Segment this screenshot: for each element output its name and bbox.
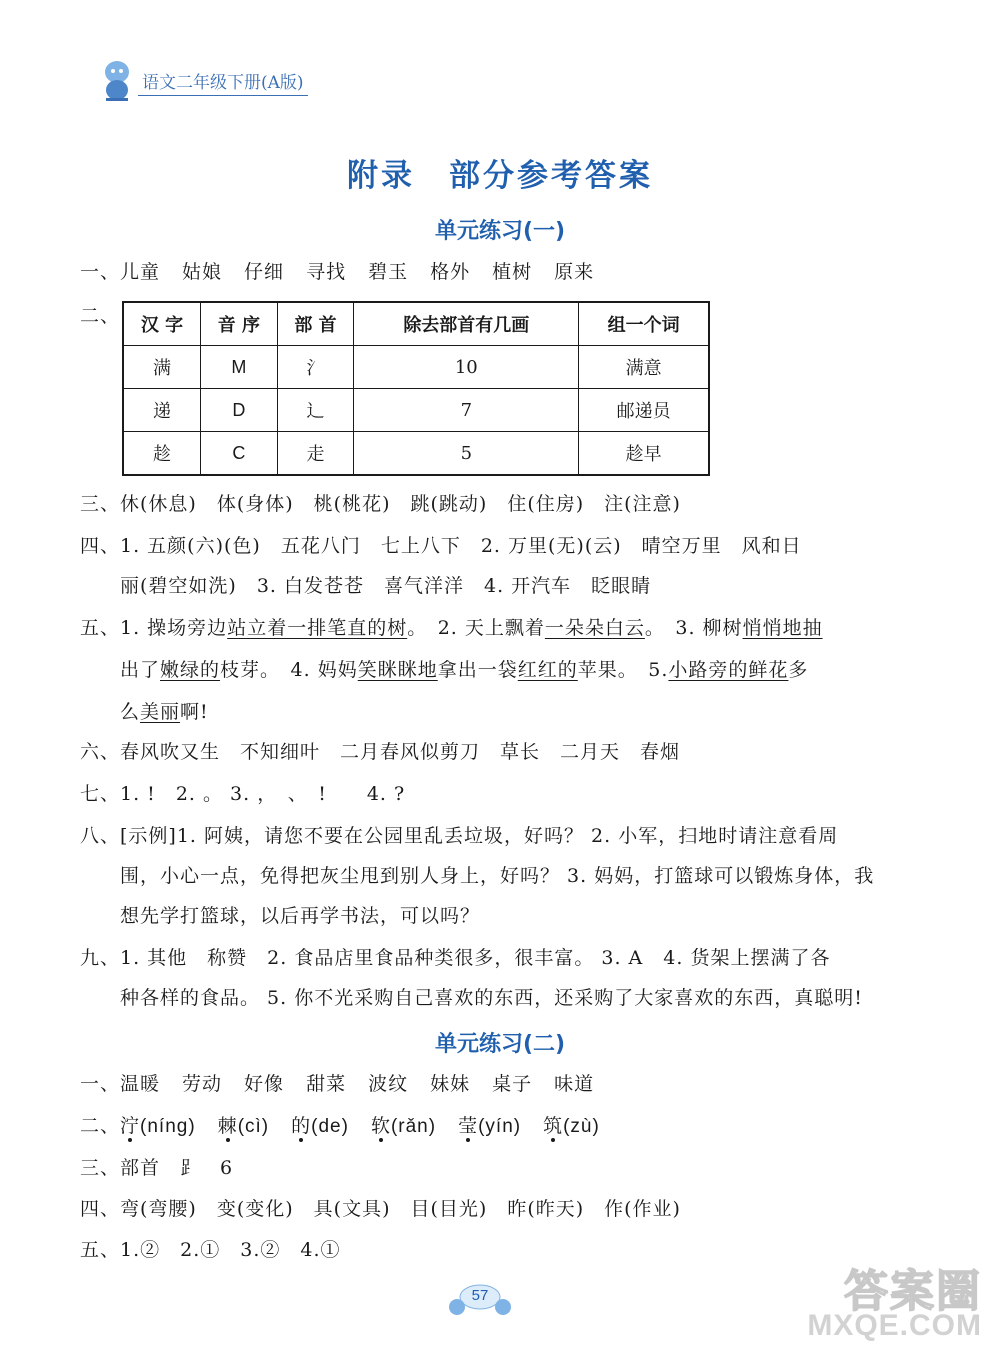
- answer-word: 碧玉: [368, 261, 409, 283]
- unit1-q1: [80, 258, 880, 286]
- table-row: [123, 389, 709, 432]
- dotted-char: 莹: [458, 1115, 479, 1137]
- table-cell: 满意: [579, 346, 709, 389]
- table-cell: 10: [354, 346, 579, 389]
- character-table: [122, 301, 710, 476]
- answer-text: 1. 五颜(六)(色) 五花八门 七上八下 2. 万里(无)(云) 晴空万里 风和日: [120, 535, 802, 557]
- unit1-q3: [80, 490, 880, 518]
- table-cell: 辶: [277, 389, 354, 432]
- table-cell: 递: [123, 389, 201, 432]
- table-row: [123, 432, 709, 476]
- unit1-q2-number: 二、: [80, 305, 121, 327]
- unit1-q8-line3: 想先学打篮球，以后再学书法，可以吗？: [120, 905, 481, 927]
- page-title: 附录 部分参考答案: [347, 158, 653, 194]
- pinyin: (de): [311, 1116, 349, 1137]
- question-number: 三、: [80, 493, 121, 515]
- question-number: 八、: [80, 825, 121, 847]
- question-number: 六、: [80, 741, 121, 763]
- header-book-title: 语文二年级下册(A版): [138, 68, 308, 96]
- unit1-q9-line1: [80, 944, 880, 972]
- answer-text: 么: [120, 701, 141, 723]
- question-number: 四、: [80, 535, 121, 557]
- watermark-top: 答案圈: [844, 1266, 982, 1317]
- dotted-char: 软: [370, 1115, 391, 1137]
- page-number-badge: [445, 1283, 515, 1317]
- answer-text: 拿出一袋: [437, 659, 518, 681]
- answer-text: 部首 ⻊ 6: [120, 1157, 234, 1179]
- question-number: 九、: [80, 947, 121, 969]
- pinyin: (cì): [237, 1116, 270, 1137]
- underlined-text: 嫩绿的: [160, 659, 221, 681]
- unit1-q9-line2: 种各样的食品。 5. 你不光采购自己喜欢的东西，还采购了大家喜欢的东西，真聪明!: [120, 987, 863, 1009]
- unit1-q4-line2: 丽(碧空如洗) 3. 白发苍苍 喜气洋洋 4. 开汽车 眨眼睛: [120, 575, 652, 597]
- answer-word: 仔细: [244, 261, 285, 283]
- table-header: 音 序: [201, 302, 278, 346]
- watermark-bottom: MXQE.COM: [807, 1309, 982, 1342]
- pinyin: (zù): [563, 1116, 600, 1137]
- dotted-char: 泞: [120, 1115, 141, 1137]
- dotted-char: 筑: [543, 1115, 564, 1137]
- underlined-text: 一朵朵白云: [544, 617, 645, 639]
- dotted-char: 的: [291, 1115, 312, 1137]
- answer-word: 温暖: [120, 1073, 161, 1095]
- question-number: 五、: [80, 1239, 121, 1261]
- question-number: 二、: [80, 1115, 121, 1137]
- table-cell: D: [201, 389, 278, 432]
- answer-text: 春风吹又生 不知细叶 二月春风似剪刀 草长 二月天 春烟: [120, 741, 681, 763]
- answer-text: 。 2. 天上飘着: [407, 617, 545, 639]
- table-header-row: [123, 302, 709, 346]
- pinyin: (rǎn): [390, 1116, 437, 1137]
- answer-word: 格外: [430, 261, 471, 283]
- unit1-q8-line1: [80, 822, 880, 850]
- underlined-text: 站立着一排笔直的树: [227, 617, 408, 639]
- table-cell: 邮递员: [579, 389, 709, 432]
- page-number: 57: [471, 1287, 489, 1304]
- question-number: 七、: [80, 783, 121, 805]
- underlined-text: 悄悄地抽: [742, 617, 823, 639]
- answer-word: 桌子: [492, 1073, 533, 1095]
- table-header: 部 首: [277, 302, 354, 346]
- unit1-q5-line3: [120, 698, 920, 726]
- table-cell: M: [201, 346, 278, 389]
- unit1-q5-line1: [80, 614, 880, 642]
- running-header: [100, 58, 330, 104]
- answer-text: 1. 其他 称赞 2. 食品店里食品种类很多，很丰富。 3. A 4. 货架上摆满了各: [120, 947, 831, 969]
- answer-word: 植树: [492, 261, 533, 283]
- unit1-q7: [80, 780, 880, 808]
- table-cell: 氵: [277, 346, 354, 389]
- table-cell: 5: [354, 432, 579, 476]
- answer-text: 弯(弯腰) 变(变化) 具(文具) 目(目光) 昨(昨天) 作(作业): [120, 1198, 681, 1220]
- unit2-q3: [80, 1154, 880, 1182]
- mascot-icon: [100, 58, 134, 102]
- unit1-q8-line2: 围，小心一点，免得把灰尘甩到别人身上，好吗？ 3. 妈妈，打篮球可以锻炼身体，我: [120, 865, 875, 887]
- answer-word: 寻找: [306, 261, 347, 283]
- answer-word: 儿童: [120, 261, 161, 283]
- unit1-title: 单元练习(一): [434, 219, 566, 244]
- answer-text: 啊!: [180, 701, 209, 723]
- answer-word: 劳动: [182, 1073, 223, 1095]
- answer-text: 1. 操场旁边: [120, 617, 228, 639]
- unit2-q1: [80, 1070, 880, 1098]
- answer-text: 苹果。 5.: [577, 659, 669, 681]
- underlined-text: 红红的: [517, 659, 578, 681]
- unit2-q5: [80, 1236, 880, 1264]
- unit2-q2: [80, 1112, 880, 1141]
- answer-text: 枝芽: [220, 659, 261, 681]
- question-number: 三、: [80, 1157, 121, 1179]
- answer-text: 。 3. 柳树: [644, 617, 743, 639]
- unit1-q4-line1: [80, 532, 880, 560]
- table-header: 除去部首有几画: [354, 302, 579, 346]
- answer-text: 1. ! 2. 。 3. ， 、 ! 4. ?: [120, 783, 406, 805]
- answer-word: 姑娘: [182, 261, 223, 283]
- watermark: [790, 1255, 990, 1345]
- unit2-title: 单元练习(二): [434, 1032, 566, 1057]
- question-number: 四、: [80, 1198, 121, 1220]
- answer-word: 甜菜: [306, 1073, 347, 1095]
- answer-text: 多: [788, 659, 809, 681]
- underlined-text: 小路旁的鲜花: [668, 659, 789, 681]
- table-cell: 7: [354, 389, 579, 432]
- pinyin: (nínɡ): [140, 1116, 196, 1137]
- unit1-q5-line2: [120, 656, 920, 684]
- answer-text: [示例]1. 阿姨，请您不要在公园里乱丢垃圾，好吗？ 2. 小军，扫地时请注意看周: [120, 825, 839, 847]
- underlined-text: 美丽: [140, 701, 181, 723]
- table-cell: 趁: [123, 432, 201, 476]
- answer-text: 1.② 2.① 3.② 4.①: [120, 1239, 341, 1261]
- question-number: 一、: [80, 261, 121, 283]
- table-header: 组一个词: [579, 302, 709, 346]
- table-row: [123, 346, 709, 389]
- pinyin: (yín): [478, 1116, 522, 1137]
- underlined-text: 笑眯眯地: [357, 659, 438, 681]
- question-number: 一、: [80, 1073, 121, 1095]
- table-cell: 满: [123, 346, 201, 389]
- answer-word: 波纹: [368, 1073, 409, 1095]
- answer-word: 妹妹: [430, 1073, 471, 1095]
- answer-word: 味道: [554, 1073, 595, 1095]
- answer-text: 。 4. 妈妈: [260, 659, 358, 681]
- answer-text: 休(休息) 体(身体) 桃(桃花) 跳(跳动) 住(住房) 注(注意): [120, 493, 681, 515]
- table-cell: C: [201, 432, 278, 476]
- unit1-q6: [80, 738, 880, 766]
- dotted-char: 棘: [217, 1115, 238, 1137]
- answer-word: 原来: [554, 261, 595, 283]
- unit2-q4: [80, 1195, 880, 1223]
- answer-word: 好像: [244, 1073, 285, 1095]
- table-cell: 走: [277, 432, 354, 476]
- table-header: 汉 字: [123, 302, 201, 346]
- table-cell: 趁早: [579, 432, 709, 476]
- question-number: 五、: [80, 617, 121, 639]
- answer-text: 出了: [120, 659, 161, 681]
